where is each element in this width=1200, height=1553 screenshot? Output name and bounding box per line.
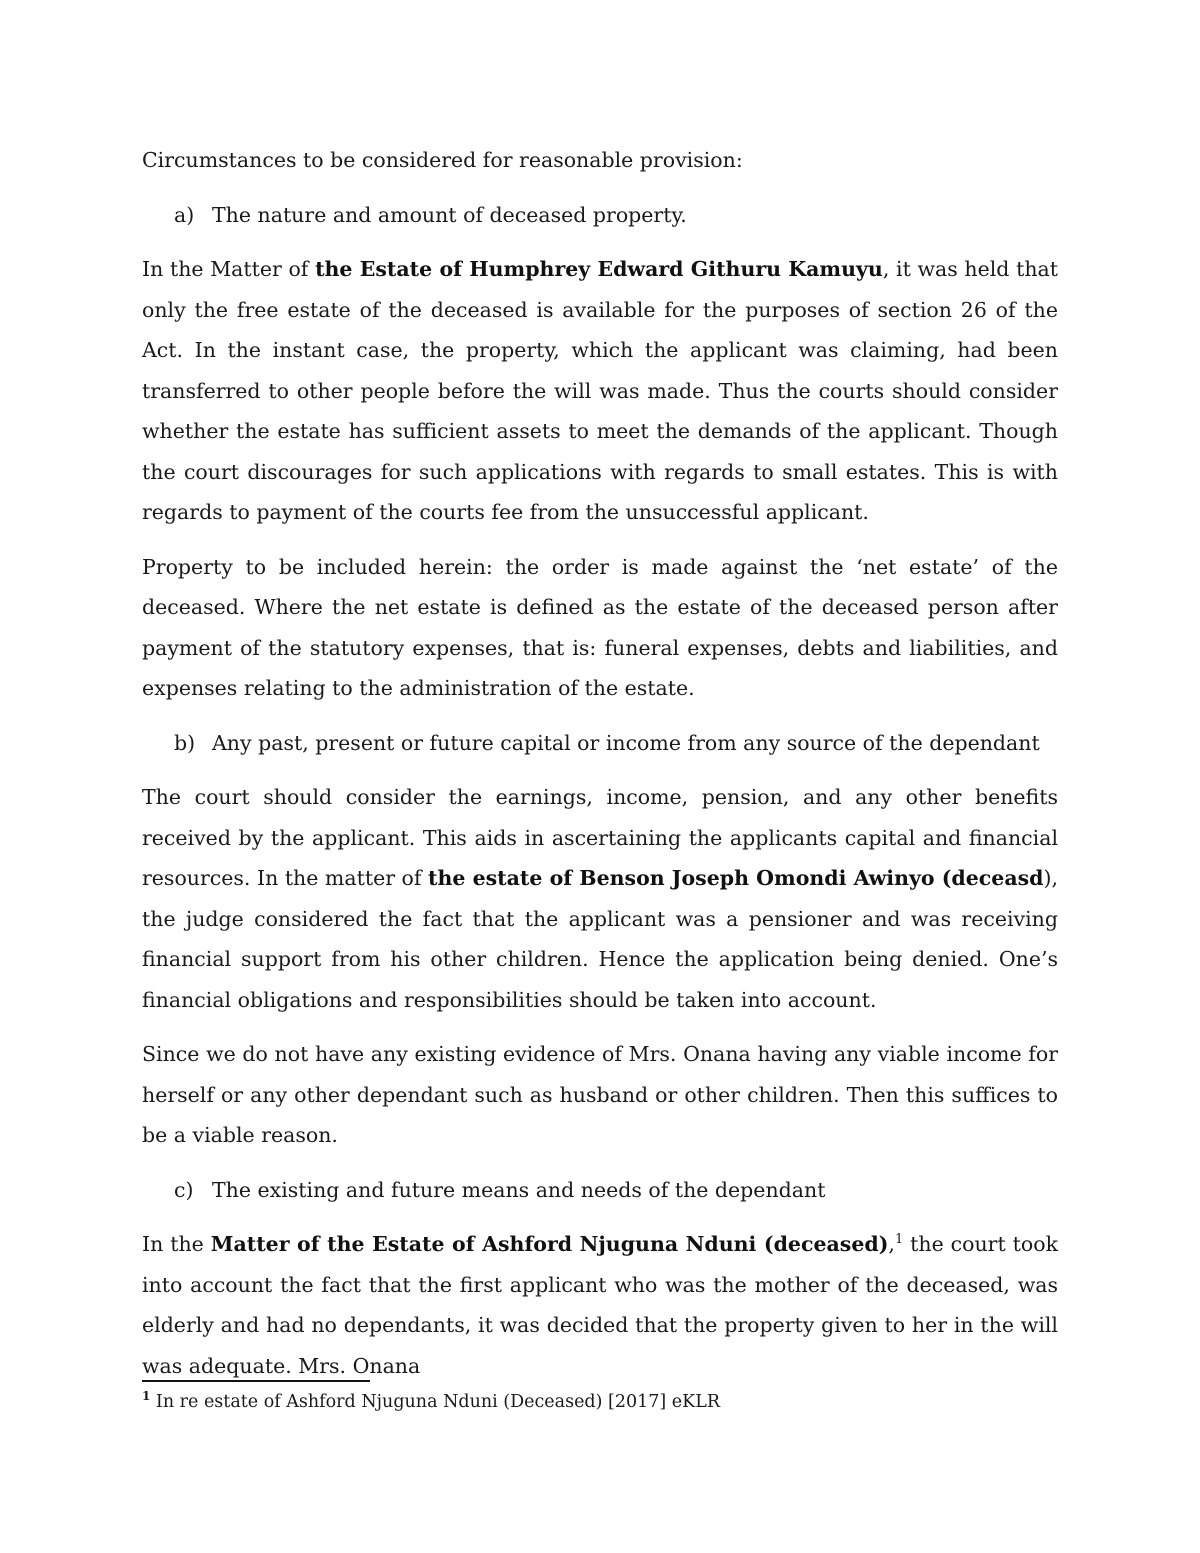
list-marker: c) xyxy=(174,1177,194,1202)
list-item-c xyxy=(142,1170,1058,1211)
case-name-nduni: Matter of the Estate of Ashford Njuguna Nduni (deceased) xyxy=(210,1232,889,1256)
paragraph-text: The court should consider the earnings, income, pension, and any other benefits received by the applicant. This aids in ascertaining the applicants capital and financial resources. In the matter of xyxy=(142,785,1058,890)
paragraph-text: In the Matter of xyxy=(142,257,316,281)
list-item-text: The existing and future means and needs of the dependant xyxy=(212,1177,826,1202)
paragraph-text: ), the judge considered the fact that the applicant was a pensioner and was receiving financial support from his other children. Hence the application being denied. One’s financial obligations and responsibilities should be taken into account. xyxy=(142,866,1058,1012)
list-item-a xyxy=(142,195,1058,236)
footnote-separator xyxy=(142,1380,370,1382)
paragraph-text: In the xyxy=(142,1232,211,1256)
paragraph-text: , it was held that only the free estate of the deceased is available for the purposes of section 26 of the Act. In the instant case, the property, which the applicant was claiming, had been transferred to other people before the will was made. Thus the courts should consider whether the estate has sufficient assets to meet the demands of the applicant. Though the court discourages for such applications with regards to small estates. This is with regards to payment of the courts fee from the unsuccessful applicant. xyxy=(142,257,1058,524)
footnote-number: 1 xyxy=(142,1389,151,1404)
list-marker: a) xyxy=(174,202,195,227)
document-body xyxy=(142,140,1058,1400)
footnote-reference[interactable]: 1 xyxy=(894,1232,904,1248)
list-item-b xyxy=(142,723,1058,764)
paragraph-text: the court took into account the fact that the first applicant who was the mother of the deceased, was elderly and had no dependants, it was decided that the property given to her in the will was adequate. Mrs. Onana xyxy=(142,1232,1058,1378)
paragraph-nduni xyxy=(142,1224,1058,1386)
paragraph-text: , xyxy=(888,1232,895,1256)
paragraph-awinyo xyxy=(142,777,1058,1020)
section-intro: Circumstances to be considered for reasonable provision: xyxy=(142,148,743,172)
list-item-text: The nature and amount of deceased property. xyxy=(212,202,687,227)
case-name-kamuyu: the Estate of Humphrey Edward Githuru Kamuyu xyxy=(315,257,883,281)
case-name-awinyo: the estate of Benson Joseph Omondi Awinyo (deceasd xyxy=(428,866,1044,890)
footnote-text: In re estate of Ashford Njuguna Nduni (Deceased) [2017] eKLR xyxy=(150,1392,720,1412)
footnote xyxy=(142,1388,720,1416)
list-marker: b) xyxy=(174,730,196,755)
paragraph-kamuyu xyxy=(142,249,1058,533)
list-item-text: Any past, present or future capital or income from any source of the dependant xyxy=(212,730,1040,755)
paragraph-onana-income: Since we do not have any existing evidence of Mrs. Onana having any viable income for herself or any other dependant such as husband or other children. Then this suffices to be a viable reason. xyxy=(142,1042,1058,1147)
paragraph-net-estate: Property to be included herein: the order is made against the ‘net estate’ of the deceased. Where the net estate is defined as the estate of the deceased person after payment of the statutory expenses, that is: funeral expenses, debts and liabilities, and expenses relating to the administration of the estate. xyxy=(142,554,1058,700)
